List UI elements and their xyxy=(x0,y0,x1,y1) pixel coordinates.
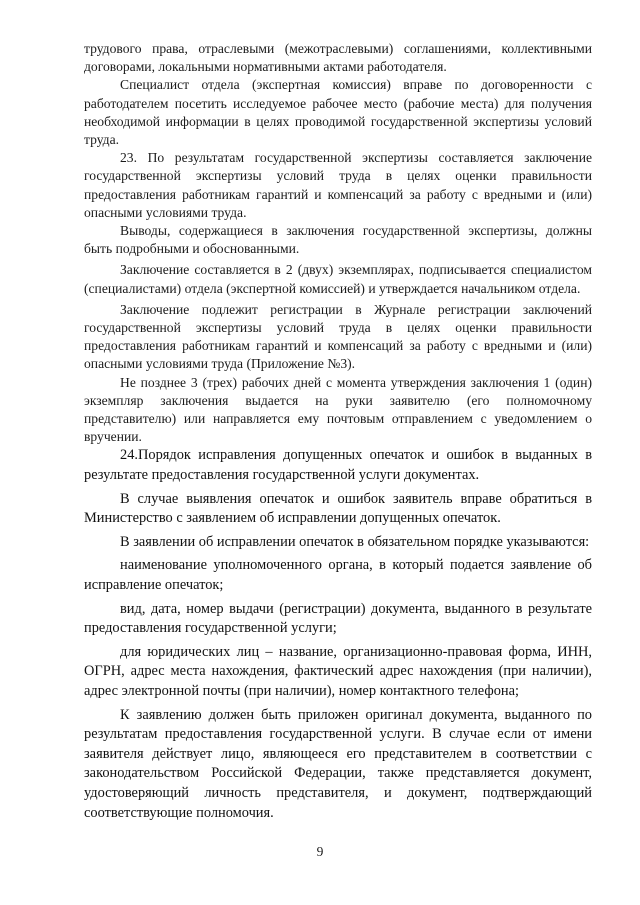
paragraph-23-conclusion: 23. По результатам государственной экспертизы составляется заключение государственной экспертизы условий труда в целях оценки правильности предоставления работникам гарантий и компенсаций за работу с вредными и (или) опасными условиями труда. xyxy=(84,150,592,220)
paragraph-registration-journal: Заключение подлежит регистрации в Журнале регистрации заключений государственной экспертизы условий труда в целях оценки правильности предоставления работникам гарантий и компенсаций за работу с вредными и (или) опасными условиями труда (Приложение №3). xyxy=(84,301,592,372)
list-item-document-details: вид, дата, номер выдачи (регистрации) документа, выданного в результате предоставления государственной услуги; xyxy=(84,600,592,637)
paragraph-specialist-visit: Специалист отдела (экспертная комиссия) вправе по договоренности с работодателем посетить исследуемое рабочее место (рабочие места) для получения необходимой информации в целях проводимой государственной экспертизы условий труда. xyxy=(84,77,592,148)
paragraph-labor-law-continuation: трудового права, отраслевыми (межотраслевыми) соглашениями, коллективными договорами, локальными нормативными актами работодателя. xyxy=(84,41,592,75)
paragraph-application-contents: В заявлении об исправлении опечаток в обязательном порядке указываются: xyxy=(120,533,590,550)
list-item-authority-name: наименование уполномоченного органа, в который подается заявление об исправление опечаток; xyxy=(84,557,592,594)
paragraph-errors-found: В случае выявления опечаток и ошибок заявитель вправе обратиться в Министерство с заявлением об исправлении допущенных опечаток. xyxy=(84,490,592,527)
paragraph-conclusions-detailed: Выводы, содержащиеся в заключения государственной экспертизы, должны быть подробными и обоснованными. xyxy=(84,223,592,257)
paragraph-two-copies: Заключение составляется в 2 (двух) экземплярах, подписывается специалистом (специалистами) отдела (экспертной комиссией) и утверждается начальником отдела. xyxy=(84,262,592,296)
paragraph-original-document: К заявлению должен быть приложен оригинал документа, выданного по результатам предоставления государственной услуги. В случае если от имени заявителя действует лицо, являющееся его представителем в соответствии с законодательством Российской Федерации, также представляется документ, удостоверяющий личность представителя, и документ, подтверждающий соответствующие полномочия. xyxy=(84,706,592,821)
page-number: 9 xyxy=(316,844,324,859)
paragraph-three-days: Не позднее 3 (трех) рабочих дней с момента утверждения заключения 1 (один) экземпляр заключения выдается на руки заявителю (его полномочному представителю) или направляется ему почтовым отправлением с уведомлением о вручении. xyxy=(84,374,592,445)
list-item-legal-entity-info: для юридических лиц – название, организационно-правовая форма, ИНН, ОГРН, адрес места нахождения, фактический адрес нахождения (при наличии), адрес электронной почты (при наличии), номер контактного телефона; xyxy=(84,643,592,699)
paragraph-24-correction-procedure: 24.Порядок исправления допущенных опечаток и ошибок в выданных в результате предоставления государственной услуги документах. xyxy=(84,447,592,484)
